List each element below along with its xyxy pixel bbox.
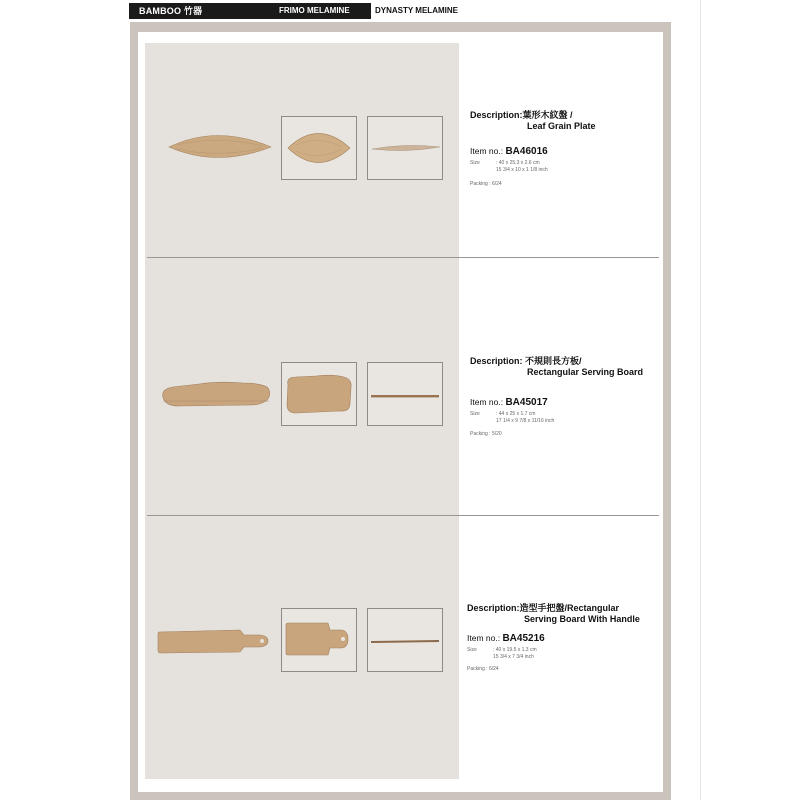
product-name-en: Leaf Grain Plate: [527, 121, 596, 131]
leaf-plate-side-image: [368, 117, 442, 179]
handle-board-photo: [156, 626, 272, 656]
size-inch: 17 1/4 x 9 7/8 x 11/16 inch: [496, 418, 555, 424]
packing-label: Packing :: [470, 431, 491, 437]
product-name-en: Serving Board With Handle: [524, 614, 640, 624]
product-divider: [147, 257, 659, 258]
size-label: Size: [467, 647, 477, 653]
product-packing: [470, 431, 502, 438]
leaf-plate-photo: [167, 130, 273, 164]
product-size: [470, 411, 554, 425]
handle-board-side-view: [367, 608, 443, 672]
tab-bamboo[interactable]: BAMBOO 竹器: [129, 3, 269, 19]
item-label: Item no.:: [467, 633, 501, 643]
size-cm: : 44 x 25 x 1.7 cm: [496, 411, 536, 417]
page-scroll-edge: [700, 0, 701, 800]
product-name-cn: 不規則長方板/: [525, 356, 582, 366]
item-label: Item no.:: [470, 397, 504, 407]
product-divider: [147, 515, 659, 516]
handle-board-top-view: [281, 608, 357, 672]
tab-dynasty-melamine[interactable]: DYNASTY MELAMINE: [375, 6, 458, 15]
handle-board-side-image: [368, 609, 442, 671]
product-packing: [470, 181, 502, 188]
serving-board-top-view: [281, 362, 357, 426]
packing-label: Packing :: [470, 181, 491, 187]
product-description: [470, 354, 643, 377]
item-number: [467, 633, 545, 644]
size-inch: 15 3/4 x 10 x 1 1/8 inch: [496, 167, 548, 173]
description-label: Description:: [470, 356, 523, 366]
top-nav-bar: [129, 3, 677, 19]
serving-board-side-image: [368, 363, 442, 425]
packing-label: Packing :: [467, 666, 488, 672]
size-cm: : 40 x 25.3 x 2.6 cm: [496, 160, 540, 166]
product-size: [470, 160, 548, 174]
tab-frimo-melamine[interactable]: FRIMO MELAMINE: [269, 3, 371, 19]
item-label: Item no.:: [470, 146, 504, 156]
product-name-en: Rectangular Serving Board: [527, 367, 644, 377]
product-packing: [467, 666, 499, 673]
handle-board-top-image: [282, 609, 356, 671]
product-name-cn: 葉形木紋盤 /: [522, 110, 573, 120]
size-label: Size: [470, 160, 480, 166]
item-number: [470, 146, 548, 157]
item-code: BA46016: [505, 146, 548, 157]
leaf-plate-side-view: [367, 116, 443, 180]
serving-board-side-view: [367, 362, 443, 426]
leaf-plate-top-view: [281, 116, 357, 180]
description-label: Description:: [467, 603, 520, 613]
product-size: [467, 647, 537, 661]
description-label: Description:: [470, 110, 523, 120]
size-cm: : 40 x 19.5 x 1.3 cm: [493, 647, 537, 653]
item-code: BA45017: [505, 397, 548, 408]
packing-value: 6/24: [491, 181, 502, 187]
product-name-cn: 造型手把盤/Rectangular: [519, 603, 620, 613]
product-description: [470, 108, 596, 131]
packing-value: 6/24: [488, 666, 499, 672]
item-number: [470, 397, 548, 408]
serving-board-photo: [159, 379, 273, 409]
packing-value: 5/20: [491, 431, 502, 437]
item-code: BA45216: [502, 633, 545, 644]
size-label: Size: [470, 411, 480, 417]
leaf-plate-top-image: [282, 117, 356, 179]
serving-board-top-image: [282, 363, 356, 425]
product-description: [467, 601, 640, 624]
size-inch: 15 3/4 x 7 3/4 inch: [493, 654, 534, 660]
